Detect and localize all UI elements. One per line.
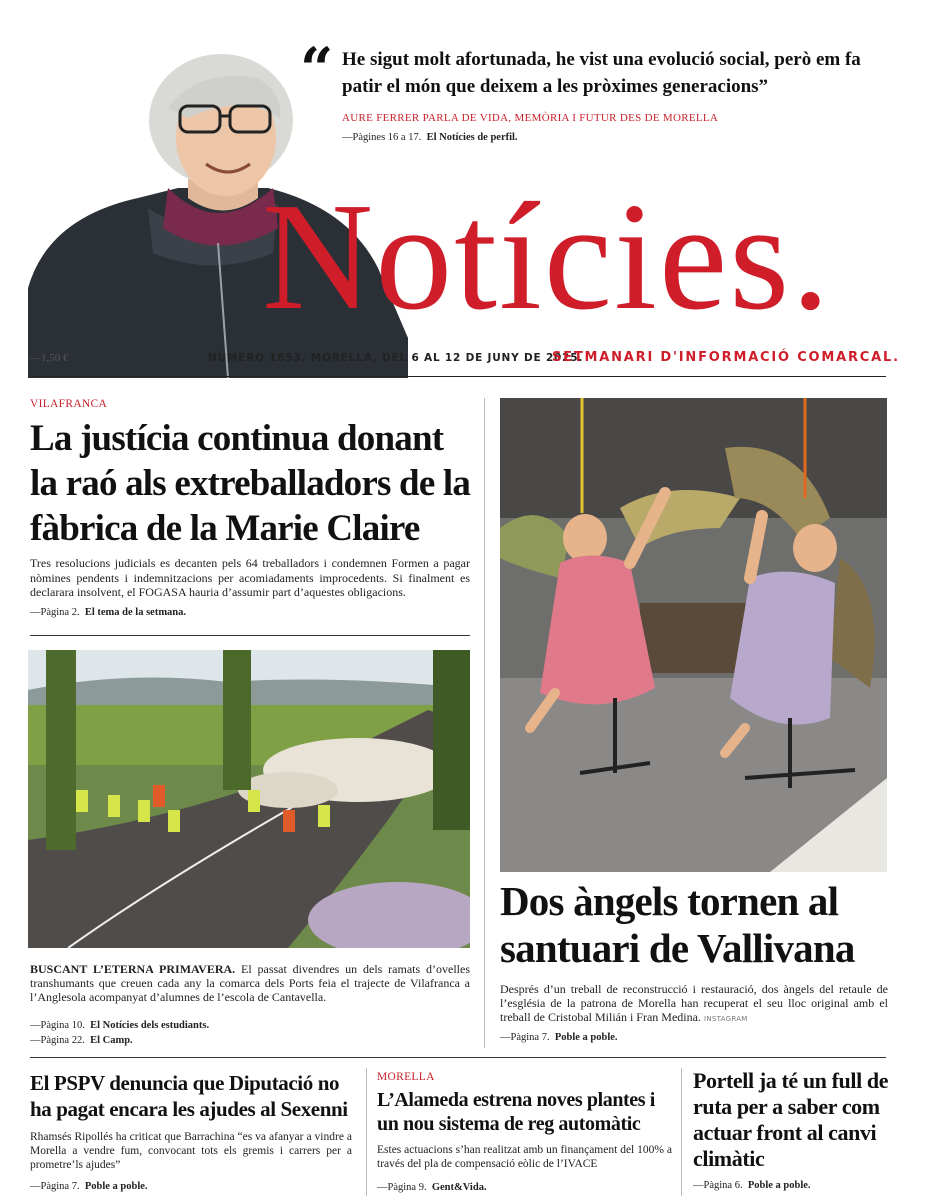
quote-reference[interactable]: [342, 132, 518, 143]
ref-angels-page: —Pàgina 7.: [500, 1032, 550, 1043]
ref-justice-section: El tema de la setmana.: [84, 607, 187, 618]
ref-pspv[interactable]: [30, 1181, 148, 1192]
issue-line: NÚMERO 1653. MORELLA, DEL 6 AL 12 DE JUNY DE 2025.: [208, 352, 584, 364]
sheep-photo[interactable]: [28, 650, 470, 948]
ref-justice[interactable]: [30, 607, 186, 618]
quote-ref-section: El Notícies de perfil.: [426, 132, 518, 143]
ref-justice-page: —Pàgina 2.: [30, 607, 80, 618]
headline-angels[interactable]: Dos àngels tornen al santuari de Vallivana: [500, 878, 855, 971]
caption-sheep-text: El passat divendres un dels ramats d’ovelles transhumants que creuen cada any la comarca dels Ports feia el trajecte de Vilafranca a l’Anglesola acompanyat d’alumnes de l’escola de Cantavella.: [30, 962, 470, 1004]
ref-sheep-1-page: —Pàgina 10.: [30, 1020, 85, 1031]
left-column-divider: [30, 635, 470, 636]
ref-alameda-section: Gent&Vida.: [431, 1182, 487, 1193]
headline-portell[interactable]: Portell ja té un full de ruta per a saber com actuar front al canvi climàtic: [693, 1068, 889, 1171]
ref-pspv-page: —Pàgina 7.: [30, 1181, 80, 1192]
headline-alameda[interactable]: L’Alameda estrena noves plantes i un nou sistema de reg automàtic: [377, 1089, 655, 1135]
ref-portell-section: Poble a poble.: [747, 1180, 811, 1191]
body-angels: [500, 982, 888, 1026]
ref-sheep-2-section: El Camp.: [90, 1035, 133, 1046]
headline-justice[interactable]: La justícia continua donant la raó als extreballadors de la fàbrica de la Marie Claire: [30, 418, 471, 549]
ref-angels[interactable]: [500, 1032, 618, 1043]
quote-mark-icon: “: [300, 35, 334, 103]
ref-sheep-2[interactable]: [30, 1033, 209, 1048]
bottom-divider-2: [681, 1068, 682, 1196]
ref-portell-page: —Pàgina 6.: [693, 1180, 743, 1191]
body-justice: Tres resolucions judicials es decanten pels 64 treballadors i condemnen Formen a pagar nòmines pendents i indemnitzacions per acomiadaments improcedents. Si finalment es declarara insolvent, el FOGASA hauria d’assumir part d’aquestes obligacions.: [30, 556, 470, 599]
ref-angels-section: Poble a poble.: [554, 1032, 618, 1043]
ref-sheep-2-page: —Pàgina 22.: [30, 1035, 85, 1046]
masthead-title[interactable]: Notícies.: [262, 172, 832, 342]
price: —1,50 €: [30, 352, 69, 364]
quote-author: AURE FERRER PARLA DE VIDA, MEMÒRIA I FUTUR DES DE MORELLA: [342, 112, 719, 124]
bottom-row-divider: [30, 1057, 886, 1058]
body-alameda: Estes actuacions s’han realitzat amb un finançament del 100% a través del pla de compensació eòlic de l’IVACE: [377, 1144, 672, 1170]
ref-sheep-1-section: El Notícies dels estudiants.: [90, 1020, 210, 1031]
tagline: SETMANARI D'INFORMACIÓ COMARCAL.: [552, 350, 900, 365]
ref-portell[interactable]: [693, 1180, 811, 1191]
masthead-divider: [30, 376, 886, 377]
angels-illustration: [500, 398, 887, 872]
photo-credit: INSTAGRAM: [703, 1015, 748, 1023]
caption-sheep: [30, 962, 470, 1004]
headline-pspv[interactable]: El PSPV denuncia que Diputació no ha pagat encara les ajudes al Sexenni: [30, 1071, 348, 1121]
ref-sheep[interactable]: [30, 1018, 209, 1048]
quote-ref-pages: —Pàgines 16 a 17.: [342, 132, 422, 143]
quote-text: He sigut molt afortunada, he vist una evolució social, però em fa patir el món que deixem a les pròximes generacions”: [342, 49, 861, 97]
section-label-morella: MORELLA: [377, 1071, 435, 1083]
column-divider: [484, 398, 485, 1048]
section-label-vilafranca: VILAFRANCA: [30, 398, 108, 410]
angels-photo[interactable]: [500, 398, 887, 872]
sheep-illustration: [28, 650, 470, 948]
body-pspv: Rhamsés Ripollés ha criticat que Barrachina “es va afanyar a vindre a Morella a vendre fum, convocant tots els gremis i carrers per a prometre’ls ajudes”: [30, 1131, 352, 1171]
ref-alameda-page: —Pàgina 9.: [377, 1182, 427, 1193]
ref-sheep-1[interactable]: [30, 1018, 209, 1033]
body-angels-text: Després d’un treball de reconstrucció i restauració, dos àngels del retaule de l’església de la patrona de Morella han recuperat el seu lloc original amb el treball de Cristobal Milián i Fran Medina.: [500, 982, 888, 1024]
bottom-divider-1: [366, 1068, 367, 1196]
ref-alameda[interactable]: [377, 1182, 487, 1193]
caption-sheep-lead: BUSCANT L’ETERNA PRIMAVERA.: [30, 962, 236, 976]
ref-pspv-section: Poble a poble.: [84, 1181, 148, 1192]
